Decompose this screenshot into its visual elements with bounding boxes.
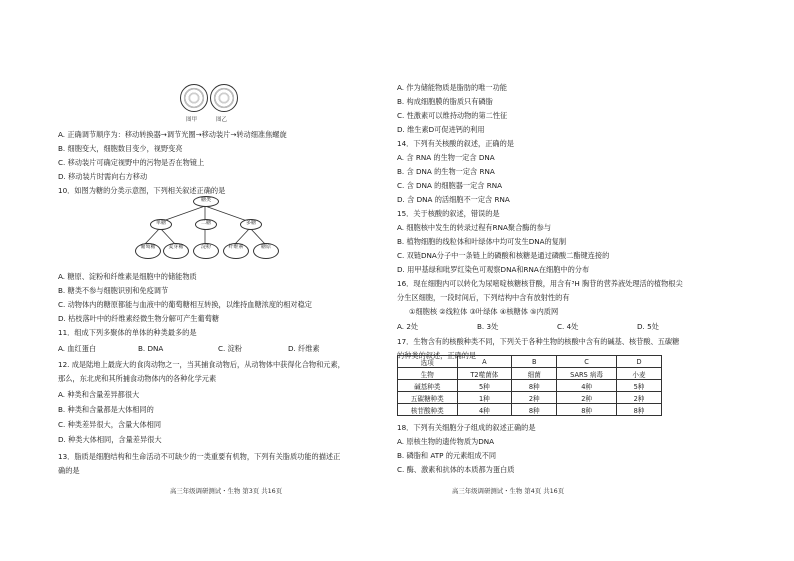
right-page (397, 0, 777, 561)
table-cell: D (617, 356, 662, 368)
table-cell: T2噬菌体 (457, 368, 512, 380)
q16-items: ①细胞核 ②线粒体 ③叶绿体 ④核糖体 ⑤内质网 (409, 307, 559, 316)
table-header-row (398, 356, 662, 368)
q12-option-c: C. 种类差异很大，含量大体相同 (58, 420, 162, 429)
q12-option-d: D. 种类大体相同，含量差异很大 (58, 435, 162, 444)
q17-table (397, 355, 662, 416)
q9-option-a: A. 正确调节顺序为：移动转换器→调节光圈→移动装片→转动细准焦螺旋 (58, 130, 287, 139)
q11-option-b: B. DNA (138, 344, 164, 353)
q15-option-a: A. 细胞核中发生的转录过程有RNA聚合酶的参与 (397, 223, 552, 232)
figure-a-icon (180, 84, 208, 112)
table-cell: B (512, 356, 557, 368)
table-row (398, 392, 662, 404)
q14-option-a: A. 含 RNA 的生物一定含 DNA (397, 153, 495, 162)
table-cell: 2种 (557, 392, 617, 404)
q11-option-c: C. 淀粉 (218, 344, 242, 353)
q17-stem-2: 的种类的叙述，正确的是 (397, 351, 477, 360)
q13-option-c: C. 性激素可以维持动物的第二性征 (397, 111, 508, 120)
q9-option-b: B. 细胞变大，细胞数目变少，视野变亮 (58, 144, 183, 153)
q12-stem-1: 12. 成是陆地上最庞大的食肉动物之一，当其捕食动物后，从动物体中获得化合物和元素， (58, 360, 345, 369)
q15-option-b: B. 植物细胞的线粒体和叶绿体中均可发生DNA的复制 (397, 237, 567, 246)
table-cell: 8种 (617, 404, 662, 416)
table-cell: 2种 (512, 392, 557, 404)
right-page-footer: 高三年级调研测试・生物 第4页 共16页 (452, 487, 565, 495)
q12-stem-2: 那么，东北虎和其所捕食动物体内的各种化学元素 (58, 374, 217, 383)
tree-node-maltose: 麦芽糖 (163, 243, 189, 259)
left-page (0, 0, 380, 561)
tree-node-root: 糖类 (193, 196, 219, 207)
table-cell: 五碳糖种类 (398, 392, 458, 404)
q9-option-d: D. 移动装片时需向右方移动 (58, 172, 148, 181)
q11-stem: 11．组成下列多聚体的单体的种类最多的是 (58, 328, 197, 337)
q10-option-d: D. 枯枝落叶中的纤维素经微生物分解可产生葡萄糖 (58, 314, 220, 323)
q13-option-d: D. 维生素D可促进钙的利用 (397, 125, 485, 134)
q10-option-c: C. 动物体内的糖原都能与血液中的葡萄糖相互转换，以维持血糖浓度的相对稳定 (58, 300, 312, 309)
tree-node-starch: 淀粉 (193, 243, 219, 259)
table-cell: 8种 (512, 404, 557, 416)
q12-option-b: B. 种类和含量都是大体相同的 (58, 405, 154, 414)
table-cell: 细菌 (512, 368, 557, 380)
q18-option-c: C. 酶、激素和抗体的本质都为蛋白质 (397, 465, 515, 474)
q15-stem: 15．关于核酸的叙述，错误的是 (397, 209, 500, 218)
table-cell: 5种 (457, 380, 512, 392)
q10-stem: 10．如图为糖的分类示意图，下列相关叙述正确的是 (58, 186, 226, 195)
q17-stem-1: 17．生物含有的核酸种类不同，下列关于各种生物的核酸中含有的碱基、核苷酸、五碳糖 (397, 337, 680, 346)
q14-stem: 14．下列有关核酸的叙述，正确的是 (397, 139, 514, 148)
table-cell: 8种 (512, 380, 557, 392)
table-row (398, 380, 662, 392)
table-cell: SARS 病毒 (557, 368, 617, 380)
q10-option-b: B. 糖类不参与细胞识别和免疫调节 (58, 286, 169, 295)
table-cell: 碱基种类 (398, 380, 458, 392)
q14-option-c: C. 含 DNA 的细胞器一定含 RNA (397, 181, 503, 190)
table-cell: 4种 (557, 380, 617, 392)
q13-option-a: A. 作为储能物质是脂肪的唯一功能 (397, 83, 507, 92)
table-row (398, 368, 662, 380)
table-cell: 2种 (617, 392, 662, 404)
q12-option-a: A. 种类和含量差异都很大 (58, 390, 140, 399)
table-cell: 选项 (398, 356, 458, 368)
table-cell: 小麦 (617, 368, 662, 380)
q18-stem: 18．下列有关细胞分子组成的叙述正确的是 (397, 423, 536, 432)
q18-option-b: B. 磷脂和 ATP 的元素组成不同 (397, 451, 497, 460)
q16-stem-1: 16．现在细胞内可以转化为尿嘧啶核糖核苷酸，用含有³H 胸苷的营养液处理活的植物根尖 (397, 279, 683, 288)
q13-option-b: B. 构成细胞膜的脂质只有磷脂 (397, 97, 493, 106)
table-cell: 1种 (457, 392, 512, 404)
q9-option-c: C. 移动装片可确定视野中的污物是否在物镜上 (58, 158, 205, 167)
tree-node-glucose: 葡萄糖 (135, 243, 161, 259)
figure-b-icon (210, 84, 238, 112)
left-page-footer: 高三年级调研测试・生物 第3页 共16页 (170, 487, 283, 495)
table-cell: C (557, 356, 617, 368)
table-cell: 8种 (557, 404, 617, 416)
q13-stem-1: 13．脂质是细胞结构和生命活动不可缺少的一类重要有机物，下列有关脂质功能的描述正 (58, 452, 341, 461)
q18-option-a: A. 原核生物的遗传物质为DNA (397, 437, 495, 446)
tree-node-poly: 多糖 (240, 219, 262, 230)
q15-option-c: C. 双链DNA分子中一条链上的磷酸和核糖是通过磷酸二酯键连接的 (397, 251, 610, 260)
q16-option-b: B. 3处 (477, 322, 499, 331)
figure-b-label: 图乙 (216, 117, 228, 123)
q14-option-d: D. 含 DNA 的活细胞不一定含 RNA (397, 195, 510, 204)
figure-a-label: 图甲 (186, 117, 198, 123)
q16-stem-2: 分生区细胞，一段时间后，下列结构中含有放射性的有 (397, 293, 570, 302)
tree-node-mono: 单糖 (150, 219, 172, 230)
table-cell: 5种 (617, 380, 662, 392)
table-cell: 4种 (457, 404, 512, 416)
q16-option-c: C. 4处 (557, 322, 579, 331)
q14-option-b: B. 含 DNA 的生物一定含 RNA (397, 167, 495, 176)
q11-option-a: A. 血红蛋白 (58, 344, 97, 353)
q16-option-d: D. 5处 (637, 322, 659, 331)
table-row (398, 404, 662, 416)
tree-node-di: 二糖 (195, 219, 217, 230)
table-cell: 核苷酸种类 (398, 404, 458, 416)
table-cell: A (457, 356, 512, 368)
q16-option-a: A. 2处 (397, 322, 419, 331)
q13-stem-2: 确的是 (58, 466, 80, 475)
q11-option-d: D. 纤维素 (288, 344, 320, 353)
tree-node-glycogen: 糖原 (253, 243, 279, 259)
tree-node-cellulose: 纤维素 (223, 243, 249, 259)
q10-option-a: A. 糖原、淀粉和纤维素是细胞中的储能物质 (58, 272, 197, 281)
q15-option-d: D. 用甲基绿和吡罗红染色可观察DNA和RNA在细胞中的分布 (397, 265, 590, 274)
table-cell: 生物 (398, 368, 458, 380)
